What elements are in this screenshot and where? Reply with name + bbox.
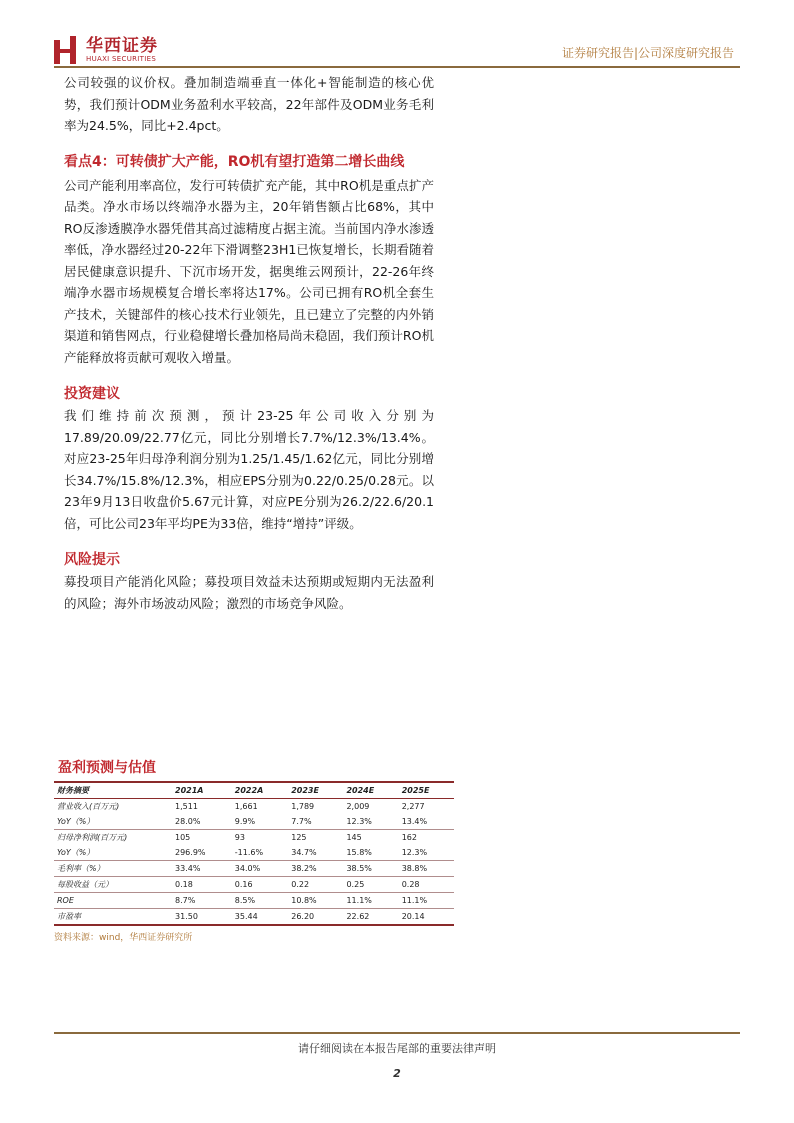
section-heading-investment: 投资建议	[64, 386, 120, 402]
column-header: 2021A	[172, 783, 232, 799]
table-cell: 22.62	[343, 909, 398, 926]
table-cell: 296.9%	[175, 848, 206, 857]
table-row	[54, 861, 454, 877]
table-cell: 13.4%	[401, 817, 428, 826]
table-cell: 38.2%	[288, 861, 343, 877]
table-cell: 1,511	[175, 802, 198, 811]
row-label: YoY（%）	[57, 848, 95, 857]
table-cell: 1,789	[291, 802, 315, 811]
table-cell: 0.25	[343, 877, 398, 893]
row-label: ROE	[54, 893, 172, 909]
table-cell: 38.8%	[399, 861, 454, 877]
table-cell: 12.3%	[401, 848, 428, 857]
table-cell: 8.7%	[172, 893, 232, 909]
table-row	[54, 845, 454, 861]
table-source-note: 资料来源：wind，华西证券研究所	[54, 933, 193, 943]
table-cell: 38.5%	[343, 861, 398, 877]
row-label: 归母净利润(百万元)	[54, 830, 172, 846]
header-divider	[54, 66, 740, 68]
table-cell: 31.50	[172, 909, 232, 926]
table-cell: 93	[232, 830, 288, 846]
table-cell: 26.20	[288, 909, 343, 926]
table-row	[54, 830, 454, 846]
table-cell: -11.6%	[234, 848, 264, 857]
brand-name-cn: 华西证券	[86, 35, 158, 56]
table-cell: 33.4%	[172, 861, 232, 877]
paragraph-risk: 募投项目产能消化风险；募投项目效益未达预期或短期内无法盈利的风险；海外市场波动风险；激烈的市场竞争风险。	[64, 574, 434, 611]
report-type-label: 证券研究报告|公司深度研究报告	[561, 46, 734, 60]
column-header: 2025E	[399, 783, 454, 799]
section-heading-risk: 风险提示	[64, 552, 120, 568]
section-heading-ro-machine: 看点4：可转债扩大产能，RO机有望打造第二增长曲线	[64, 153, 405, 170]
table-cell: 7.7%	[291, 817, 312, 826]
row-label: 每股收益（元）	[54, 877, 172, 893]
row-label: 市盈率	[54, 909, 172, 926]
table-cell: 15.8%	[346, 848, 372, 857]
table-cell: 10.8%	[288, 893, 343, 909]
page-number: 2	[393, 1067, 401, 1080]
paragraph-ro-machine: 公司产能利用率高位，发行可转债扩充产能，其中RO机是重点扩产品类。净水市场以终端净水器为主，20年销售额占比68%，其中RO反渗透膜净水器凭借其高过滤精度占据主流。当前国内净水渗透率低，净水器经过20-22年下滑调整23H1已恢复增长，长期看随着居民健康意识提升、下沉市场开发，据奥维云网预计，22-26年终端净水器市场规模复合增长率将达17%。公司已拥有RO机全套生产技术，关键部件的核心技术行业领先，且已建立了完整的内外销渠道和销售网点，行业稳健增长叠加格局尚未稳固，我们预计RO机产能释放将贡献可观收入增量。	[64, 177, 434, 365]
table-cell: 8.5%	[232, 893, 288, 909]
company-logo	[54, 36, 158, 64]
huaxi-logo-icon	[54, 36, 80, 64]
table-cell: 12.3%	[346, 817, 372, 826]
row-label: YoY（%）	[57, 817, 95, 826]
table-cell: 2,009	[346, 802, 370, 811]
table-row	[54, 814, 454, 830]
table-cell: 105	[172, 830, 232, 846]
column-header: 2023E	[288, 783, 343, 799]
table-cell: 28.0%	[175, 817, 201, 826]
table-row	[54, 799, 454, 815]
table-cell: 2,277	[401, 802, 425, 811]
table-cell: 125	[288, 830, 343, 846]
table-cell: 0.28	[399, 877, 454, 893]
column-header: 2024E	[343, 783, 398, 799]
table-cell: 145	[343, 830, 398, 846]
table-cell: 0.22	[288, 877, 343, 893]
column-header: 2022A	[232, 783, 288, 799]
paragraph-investment: 我们维持前次预测，预计23-25年公司收入分别为17.89/20.09/22.77亿元，同比分别增长7.7%/12.3%/13.4%。对应23-25年归母净利润分别为1.25/1.45/1.62亿元，同比分别增长34.7%/15.8%/12.3%，相应EPS分别为0.22/0.25/0.28元。以23年9月13日收盘价5.67元计算，对应PE分别为26.2/22.6/20.1倍，可比公司23年平均PE为33倍，维持“增持”评级。	[64, 408, 434, 531]
footer-divider	[54, 1032, 740, 1034]
brand-name-en: HUAXI SECURITIES	[86, 54, 157, 63]
table-header-row	[54, 783, 454, 799]
financial-forecast-section	[54, 758, 454, 943]
table-cell: 1,661	[234, 802, 258, 811]
row-label: 毛利率（%）	[54, 861, 172, 877]
row-label: 营业收入(百万元)	[57, 802, 120, 811]
table-cell: 35.44	[232, 909, 288, 926]
paragraph-odm-margin: 公司较强的议价权。叠加制造端垂直一体化+智能制造的核心优势，我们预计ODM业务盈利水平较高，22年部件及ODM业务毛利率为24.5%，同比+2.4pct。	[64, 75, 434, 133]
financial-forecast-table	[54, 783, 454, 926]
table-row	[54, 877, 454, 893]
table-cell: 20.14	[399, 909, 454, 926]
table-cell: 0.16	[232, 877, 288, 893]
report-body	[64, 72, 434, 614]
table-row	[54, 909, 454, 926]
table-cell: 0.18	[172, 877, 232, 893]
table-cell: 9.9%	[234, 817, 256, 826]
column-header: 财务摘要	[54, 783, 172, 799]
table-cell: 11.1%	[399, 893, 454, 909]
table-cell: 11.1%	[343, 893, 398, 909]
table-cell: 34.7%	[291, 848, 317, 857]
legal-disclaimer-note: 请仔细阅读在本报告尾部的重要法律声明	[298, 1042, 496, 1055]
table-cell: 162	[399, 830, 454, 846]
table-cell: 34.0%	[232, 861, 288, 877]
table-row	[54, 893, 454, 909]
table-title: 盈利预测与估值	[58, 760, 156, 776]
